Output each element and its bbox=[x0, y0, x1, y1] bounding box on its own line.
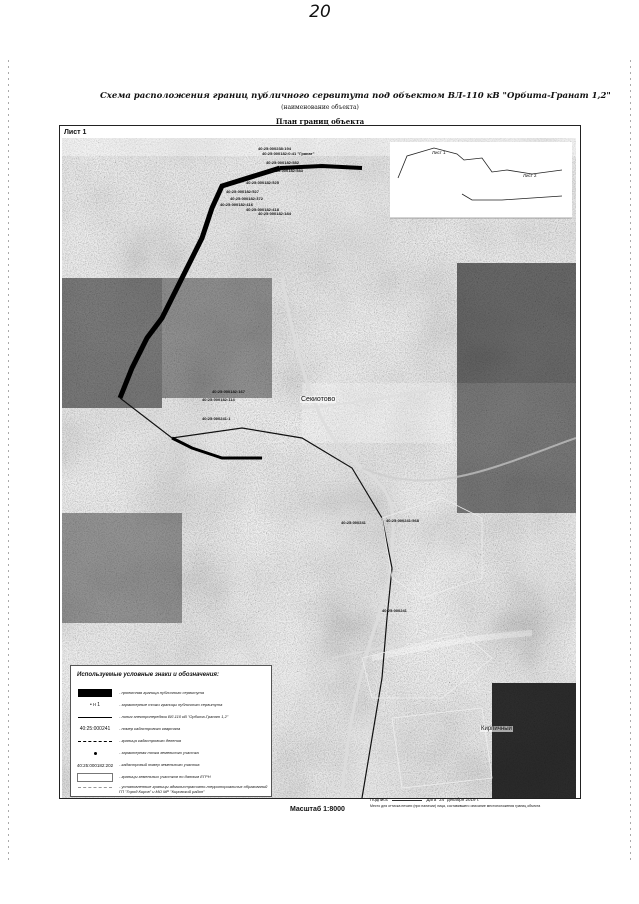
cadastral-label: 40:25:000241 bbox=[382, 608, 407, 613]
cadastral-label: 40:25:000241 bbox=[341, 520, 366, 525]
light-tile bbox=[302, 383, 452, 443]
legend-text: - установленные границы административно-территориальных образований ГП "Город Киров" и МО МР "Кировский район" bbox=[119, 784, 268, 794]
right-margin-mark bbox=[630, 60, 631, 860]
legend-swatch-boundary bbox=[77, 736, 113, 746]
legend-item bbox=[75, 782, 267, 794]
legend-swatch-egrn bbox=[77, 772, 113, 782]
cadastral-label: 40:25:000241:568 bbox=[386, 518, 419, 523]
signature-line bbox=[392, 800, 422, 801]
signature-block bbox=[370, 797, 576, 808]
date-value: "24" декабря 2019 г. bbox=[437, 797, 480, 802]
legend-symbol-parcel-point bbox=[77, 748, 113, 758]
cadastral-label: 40:25:000241:1 bbox=[202, 416, 231, 421]
legend-text: - номер кадастрового квартала bbox=[119, 726, 181, 731]
inset-sheet2-label: Лист 2 bbox=[523, 173, 537, 178]
legend-item bbox=[75, 736, 267, 748]
legend-text: - граница кадастрового деления bbox=[119, 738, 182, 743]
place-label-sekiotovo: Секиотово bbox=[301, 396, 336, 403]
map-subtitle: (наименование объекта) bbox=[281, 104, 359, 111]
map-title: Схема расположения границ публичного сервитута под объектом ВЛ-110 кВ "Орбита-Гранат 1,2" bbox=[100, 91, 611, 101]
legend-symbol-point: • н 1 bbox=[89, 702, 101, 708]
cadastral-label: 40:25:000182:184 bbox=[258, 211, 291, 216]
dark-tile bbox=[492, 683, 576, 798]
cadastral-label: 40:25:000182:372 bbox=[230, 196, 263, 201]
dark-tile bbox=[457, 383, 576, 513]
cadastral-label: 40:25:000238:194 bbox=[258, 146, 291, 151]
dark-tile bbox=[457, 263, 576, 383]
legend-item bbox=[75, 748, 267, 760]
legend bbox=[70, 665, 272, 797]
footnote: Место для оттиска печати (при наличии) лица, составившего описание местоположения границ объекта bbox=[370, 804, 541, 808]
cadastral-label: 40:25:000182:416 bbox=[220, 202, 253, 207]
plan-title: План границ объекта bbox=[275, 117, 365, 126]
cadastral-label: 40:25:000182:418 bbox=[246, 207, 279, 212]
map-scale: Масштаб 1:8000 bbox=[290, 806, 345, 813]
legend-text: - характерная точка земельного участка bbox=[119, 750, 199, 755]
inset-sheet1-label: Лист 1 bbox=[432, 150, 446, 155]
cadastral-label: 40:25:000182:582 bbox=[266, 160, 299, 165]
legend-item bbox=[75, 688, 267, 700]
signed-label: Подпись bbox=[370, 797, 388, 802]
legend-item bbox=[75, 760, 267, 772]
legend-text: - линия электропередачи ВЛ-110 кВ "Орбита-Гранат 1,2" bbox=[119, 714, 229, 719]
legend-text: - кадастровый номер земельного участка bbox=[119, 762, 200, 767]
legend-item bbox=[75, 712, 267, 724]
dark-tile bbox=[62, 513, 182, 623]
cadastral-label: 40:25:000182:167 bbox=[212, 389, 245, 394]
legend-swatch-easement bbox=[77, 688, 113, 698]
legend-swatch-line bbox=[77, 712, 113, 722]
legend-item bbox=[75, 700, 267, 712]
legend-text: - характерные точки границы публичного сервитута bbox=[119, 702, 223, 707]
cadastral-label: 40:25:000182:527 bbox=[226, 189, 259, 194]
left-margin-mark bbox=[8, 60, 9, 860]
legend-symbol-quarter: 40:25:000241 bbox=[79, 726, 111, 732]
legend-title: Используемые условные знаки и обозначения: bbox=[77, 672, 219, 678]
place-label-kirpichnyi: Кирпичный bbox=[481, 726, 512, 732]
page-number: 20 bbox=[309, 2, 331, 22]
legend-item bbox=[75, 724, 267, 736]
cadastral-label: 40:25:000182:0:41 "Гранат" bbox=[262, 151, 315, 156]
cadastral-label: 40:25:000182:583 bbox=[270, 168, 303, 173]
legend-text: - проектная граница публичного сервитута bbox=[119, 690, 204, 695]
dark-tile bbox=[162, 278, 272, 398]
cadastral-label: 40:25:000182:114 bbox=[202, 397, 235, 402]
legend-symbol-parcel-number: 40:25:000182:202 bbox=[76, 762, 114, 768]
legend-text: - границы земельных участков по данным ЕГРН bbox=[119, 774, 211, 779]
date-label: Дата bbox=[426, 797, 437, 802]
sheet-label: Лист 1 bbox=[64, 129, 87, 136]
cadastral-label: 40:25:000182:525 bbox=[246, 180, 279, 185]
legend-swatch-admin bbox=[77, 782, 113, 792]
inset-background bbox=[390, 142, 572, 218]
